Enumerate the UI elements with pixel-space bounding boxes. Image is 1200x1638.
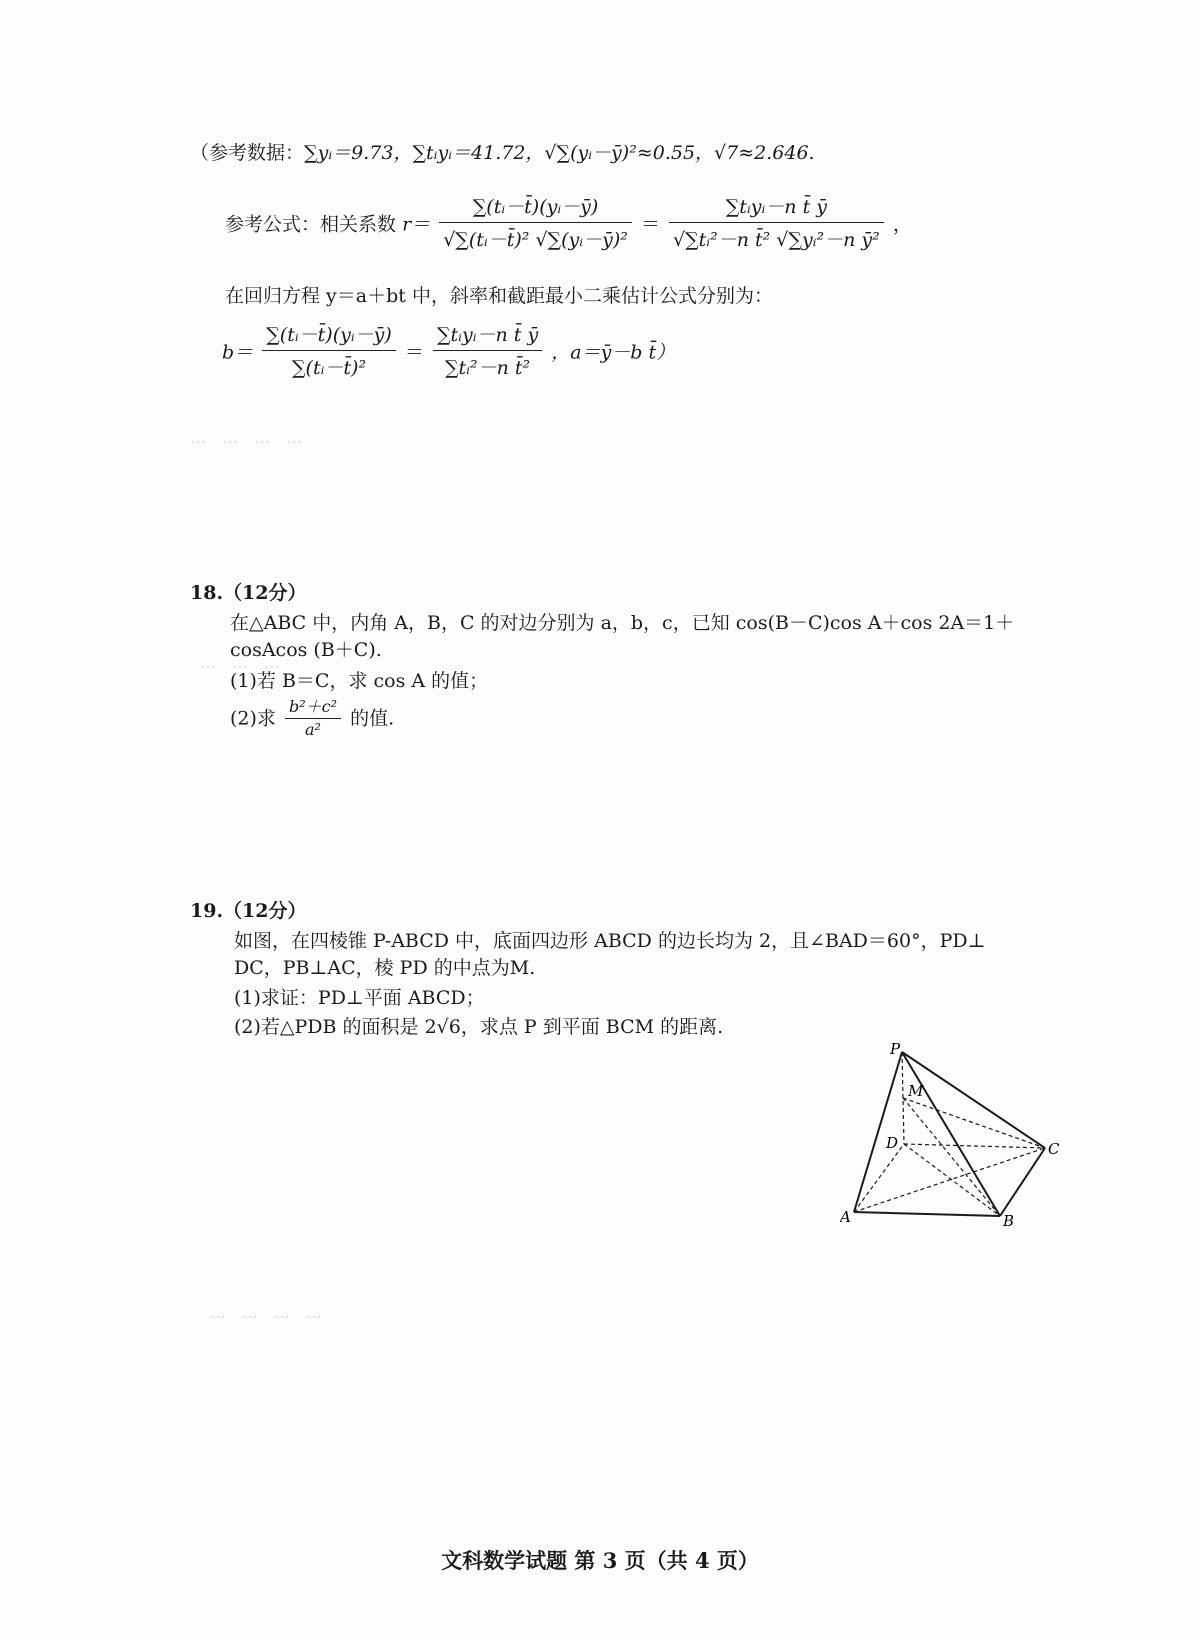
b-fraction-1 — [262, 320, 396, 385]
part2-suffix: 的值. — [350, 707, 395, 730]
b-fraction-2 — [433, 320, 542, 385]
question-18-stem-line1: 在△ABC 中，内角 A，B，C 的对边分别为 a，b，c，已知 cos(B－C)cos A＋cos 2A＝1＋ — [230, 612, 1015, 634]
r-numerator: ∑(tᵢ－t̄)(yᵢ－ȳ) — [439, 192, 632, 223]
question-18-part2 — [230, 696, 394, 748]
question-19-stem-line1: 如图，在四棱锥 P-ABCD 中，底面四边形 ABCD 的边长均为 2，且∠BAD＝60°，PD⊥ — [234, 930, 986, 952]
question-19-part2: (2)若△PDB 的面积是 2√6，求点 P 到平面 BCM 的距离. — [234, 1016, 724, 1038]
question-19-number: 19.（12分） — [190, 900, 307, 922]
bleed-through-text: … … … … — [210, 1303, 323, 1322]
vertex-label-C: C — [1048, 1140, 1060, 1158]
bleed-through-text: … … … — [200, 653, 281, 672]
equals-sign: ＝ — [404, 341, 424, 364]
vertex-label-D: D — [886, 1134, 899, 1152]
question-19-part1: (1)求证：PD⊥平面 ABCD； — [234, 987, 485, 1009]
edge-AD — [854, 1144, 904, 1212]
r-fraction-1 — [439, 192, 632, 257]
edge-PC — [902, 1052, 1045, 1148]
part2-fraction — [285, 696, 341, 741]
r-fraction-2 — [669, 192, 884, 257]
page-footer: 文科数学试题 第 3 页（共 4 页） — [441, 1548, 759, 1573]
b-symbol: b＝ — [222, 341, 254, 364]
question-18-part1: (1)若 B＝C，求 cos A 的值； — [230, 670, 489, 692]
reference-data-values: ∑yᵢ＝9.73，∑tᵢyᵢ＝41.72，√∑(yᵢ－ȳ)²≈0.55，√7≈2.646. — [304, 142, 815, 164]
formula-label: 参考公式：相关系数 — [225, 213, 397, 236]
a-formula: ，a＝ȳ－b t̄） — [551, 341, 676, 364]
vertex-label-B: B — [1003, 1212, 1015, 1230]
edge-DC — [904, 1144, 1045, 1148]
edge-MC — [903, 1098, 1045, 1148]
r-denominator: √∑(tᵢ－t̄)² √∑(yᵢ－ȳ)² — [443, 229, 628, 251]
vertex-label-A: A — [840, 1208, 851, 1226]
edge-AC — [854, 1148, 1045, 1212]
edge-PA — [854, 1052, 902, 1212]
r-symbol: r＝ — [402, 213, 431, 236]
correlation-formula — [225, 192, 912, 272]
vertex-label-M: M — [908, 1082, 924, 1100]
pyramid-figure — [840, 1040, 1080, 1230]
edge-BC — [1000, 1148, 1045, 1216]
r-numerator-2: ∑tᵢyᵢ－n t̄ ȳ — [669, 192, 884, 223]
part2-prefix: (2)求 — [230, 707, 276, 730]
edge-AB — [854, 1212, 1000, 1216]
regression-formulas — [222, 320, 675, 400]
reference-data-label: （参考数据： — [190, 142, 305, 164]
question-19-stem-line2: DC，PB⊥AC，棱 PD 的中点为M. — [234, 957, 536, 979]
reference-data-line — [190, 140, 815, 166]
regression-intro: 在回归方程 y＝a＋bt 中，斜率和截距最小二乘估计公式分别为： — [225, 285, 773, 307]
bleed-through-text: … … … … — [190, 428, 303, 447]
b-numerator: ∑(tᵢ－t̄)(yᵢ－ȳ) — [262, 320, 396, 351]
question-18-number: 18.（12分） — [190, 582, 307, 604]
b-numerator-2: ∑tᵢyᵢ－n t̄ ȳ — [433, 320, 542, 351]
question-18-stem-line2: cosAcos (B＋C). — [230, 639, 382, 661]
part2-numerator: b²＋c² — [285, 696, 341, 719]
comma: ， — [892, 213, 912, 236]
b-denominator-2: ∑tᵢ²－n t̄² — [444, 357, 531, 379]
vertex-label-P: P — [890, 1040, 901, 1058]
edge-DB — [904, 1144, 1000, 1216]
r-denominator-2: √∑tᵢ²－n t̄² √∑yᵢ²－n ȳ² — [672, 229, 880, 251]
equals-sign: ＝ — [640, 213, 660, 236]
b-denominator: ∑(tᵢ－t̄)² — [291, 357, 367, 379]
part2-denominator: a² — [305, 720, 321, 739]
